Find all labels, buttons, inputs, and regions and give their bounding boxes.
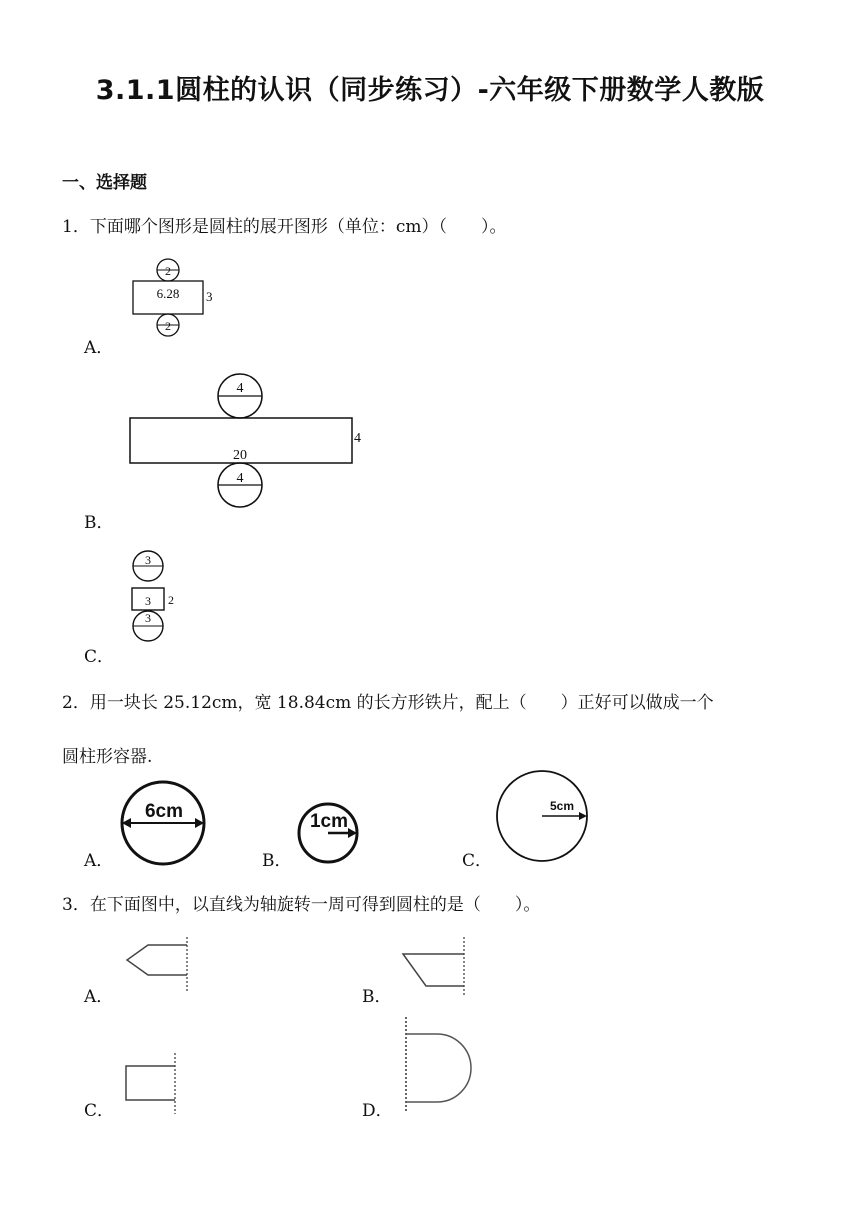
rect-length-label: 20: [233, 448, 247, 463]
page-title: 3.1.1圆柱的认识（同步练习）-六年级下册数学人教版: [95, 75, 765, 106]
q3-option-d-figure: [398, 1014, 478, 1114]
q1-option-b-figure: [124, 372, 374, 512]
q2-option-b-figure: [296, 800, 364, 868]
question-2-line2: 圆柱形容器.: [62, 747, 153, 767]
q3-option-a-figure: [122, 934, 194, 994]
trapezoid-shape: [403, 954, 464, 986]
q3-option-a-label[interactable]: A．: [84, 987, 114, 1007]
circle-diameter-label: 6cm: [144, 801, 184, 822]
half-disc-shape: [406, 1034, 471, 1102]
question-2-line1: 2．用一块长 25.12cm，宽 18.84cm 的长方形铁片，配上（ ）正好可以做成一个: [62, 693, 714, 713]
q3-option-b-figure: [398, 934, 472, 998]
q2-option-a-label[interactable]: A．: [84, 851, 114, 871]
rect-height-label: 4: [354, 431, 361, 446]
rectangle-shape: [126, 1066, 175, 1100]
pentagon-shape: [127, 945, 187, 975]
top-circle-label: 4: [236, 381, 244, 396]
bottom-circle-label: 2: [165, 319, 171, 333]
q3-option-d-label[interactable]: D．: [362, 1101, 393, 1121]
q1-option-c-label[interactable]: C．: [84, 647, 115, 667]
question-1-text: 1．下面哪个图形是圆柱的展开图形（单位：cm）（ ）。: [62, 217, 507, 237]
q1-option-c-figure: [126, 550, 196, 646]
q1-option-a-label[interactable]: A．: [84, 338, 114, 358]
arrow-head: [579, 812, 587, 820]
question-3-text: 3．在下面图中，以直线为轴旋转一周可得到圆柱的是（ ）。: [62, 895, 541, 915]
bottom-circle-label: 4: [236, 471, 244, 486]
circle-radius-label: 5cm: [549, 799, 575, 813]
top-circle-label: 2: [165, 264, 171, 278]
rect-length-label: 6.28: [156, 286, 180, 301]
rect-height-label: 2: [168, 593, 174, 607]
circle-radius-label: 1cm: [309, 811, 349, 832]
rect-length-label: 3: [145, 594, 151, 608]
q1-option-b-label[interactable]: B．: [84, 513, 114, 533]
section-heading: 一、选择题: [62, 173, 147, 193]
q2-option-c-figure: [494, 768, 592, 866]
q2-option-c-label[interactable]: C．: [462, 851, 493, 871]
q3-option-b-label[interactable]: B．: [362, 987, 392, 1007]
bottom-circle-label: 3: [145, 611, 151, 625]
rect-height-label: 3: [206, 289, 213, 304]
q3-option-c-figure: [120, 1050, 184, 1116]
q3-option-c-label[interactable]: C．: [84, 1101, 115, 1121]
q2-option-a-figure: [116, 780, 212, 868]
top-circle-label: 3: [145, 553, 151, 567]
q2-option-b-label[interactable]: B．: [262, 851, 292, 871]
q1-option-a-figure: [128, 256, 228, 340]
